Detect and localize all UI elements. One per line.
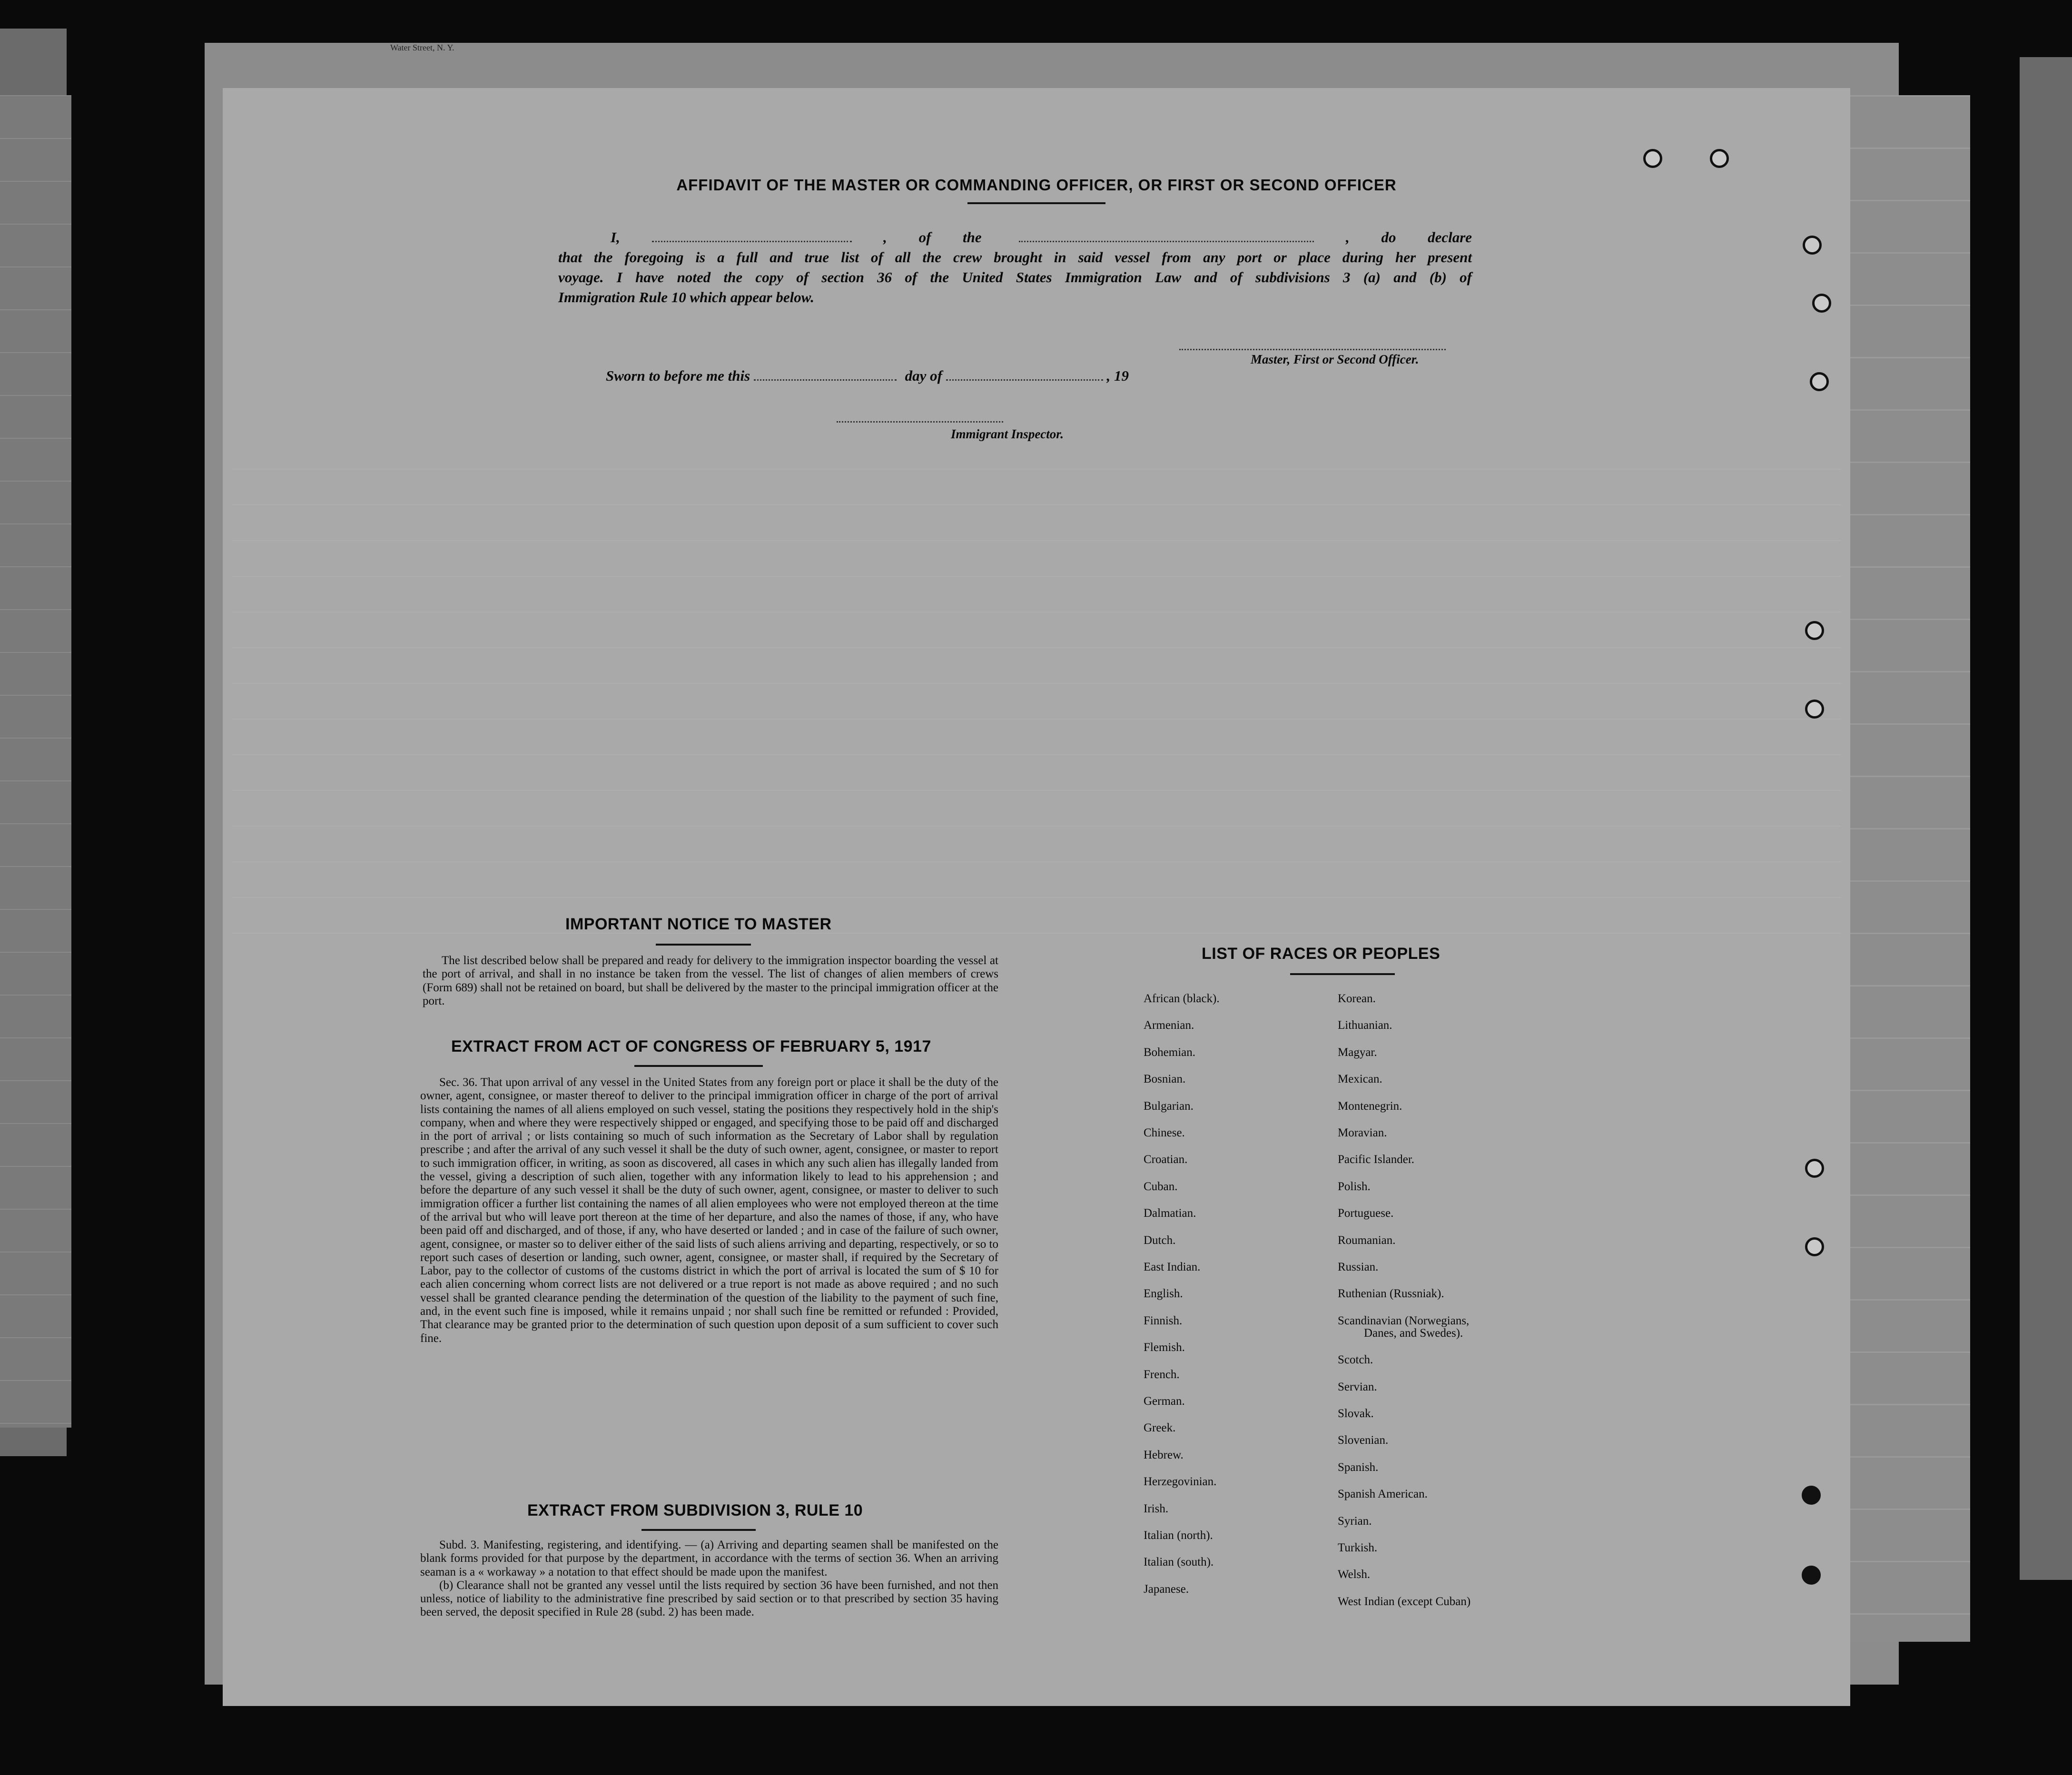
rule-text — [420, 1538, 998, 1619]
inspector-signature-label: Immigrant Inspector. — [951, 427, 1064, 441]
rule-paragraph-b: (b) Clearance shall not be granted any vessel until the lists required by section 36 have been furnished, and not then unless, notice of liability to the administrative fine prescribed by said section or to that prescribed by section 35 having been served, the deposit specified in Rule 28 (subd. 2) has been made. — [420, 1578, 998, 1619]
left-ruled-sheet — [0, 95, 71, 1428]
affidavit-of-the: , of the — [883, 229, 982, 246]
race-item: Ruthenian (Russniak). — [1338, 1287, 1444, 1301]
race-item: Welsh. — [1338, 1568, 1371, 1581]
race-item: Polish. — [1338, 1180, 1371, 1193]
sworn-prefix: Sworn to before me this — [606, 367, 750, 384]
race-item: Spanish American. — [1338, 1488, 1428, 1501]
notice-text — [423, 954, 998, 1008]
punch-hole — [1710, 149, 1729, 168]
race-item: Servian. — [1338, 1380, 1377, 1393]
race-item: Bohemian. — [1144, 1045, 1196, 1059]
punch-hole — [1805, 1237, 1824, 1256]
punch-hole — [1805, 1159, 1824, 1178]
act-rule — [634, 1065, 763, 1067]
race-item: Lithuanian. — [1338, 1019, 1392, 1032]
race-item: Finnish. — [1144, 1314, 1183, 1327]
race-item: Scotch. — [1338, 1353, 1373, 1367]
punch-hole — [1810, 372, 1829, 391]
race-item: Slovak. — [1338, 1407, 1374, 1420]
affidavit-body — [558, 227, 1472, 307]
affidavit-line-4: Immigration Rule 10 which appear below. — [558, 289, 814, 306]
race-item: African (black). — [1144, 992, 1220, 1005]
punch-hole — [1805, 700, 1824, 719]
header-fragment: Water Street, N. Y. — [390, 43, 454, 52]
act-title: EXTRACT FROM ACT OF CONGRESS OF FEBRUARY 5, 1917 — [451, 1037, 931, 1055]
race-item: Danes, and Swedes). — [1364, 1326, 1463, 1340]
race-item: German. — [1144, 1395, 1185, 1408]
race-item: Herzegovinian. — [1144, 1475, 1217, 1489]
race-item: Korean. — [1338, 992, 1376, 1005]
race-item: Dalmatian. — [1144, 1207, 1196, 1220]
affidavit-title: AFFIDAVIT OF THE MASTER OR COMMANDING OFFICER, OR FIRST OR SECOND OFFICER — [676, 176, 1397, 194]
race-item: Dutch. — [1144, 1233, 1176, 1247]
sworn-day-of: day of — [905, 367, 942, 384]
rule-paragraph-a: Subd. 3. Manifesting, registering, and identifying. — (a) Arriving and departing seamen shall be manifested on the blank forms provided for that purpose by the department, in accordance with the terms of section 36. When an arriving seaman is a « workaway » a notation to that effect should be made upon the manifest. — [420, 1538, 998, 1578]
race-item: East Indian. — [1144, 1261, 1201, 1273]
race-item: Slovenian. — [1338, 1434, 1389, 1447]
vessel-blank — [1019, 232, 1314, 242]
races-rule — [1290, 973, 1395, 975]
race-item: Hebrew. — [1144, 1448, 1184, 1461]
race-item: Cuban. — [1144, 1180, 1178, 1193]
punch-hole — [1812, 294, 1831, 313]
race-item: Turkish. — [1338, 1541, 1378, 1554]
punch-hole — [1802, 1566, 1821, 1585]
sworn-line — [606, 367, 1129, 385]
right-ledger-sheet — [1837, 95, 1970, 1642]
race-item: Mexican. — [1338, 1073, 1382, 1086]
race-item: Spanish. — [1338, 1460, 1379, 1474]
race-item: Flemish. — [1144, 1341, 1185, 1354]
races-title: LIST OF RACES OR PEOPLES — [1202, 945, 1441, 963]
punch-hole — [1643, 149, 1662, 168]
notice-paragraph: The list described below shall be prepared and ready for delivery to the immigration inspector boarding the vessel at the port of arrival, and shall in no instance be taken from the vessel. The list of changes of alien members of crews (Form 689) shall not be retained on board, but shall be delivered by the master to the principal immigration officer at the port. — [423, 954, 998, 1007]
race-item: Magyar. — [1338, 1045, 1377, 1059]
rule-title: EXTRACT FROM SUBDIVISION 3, RULE 10 — [527, 1501, 863, 1519]
master-signature-label: Master, First or Second Officer. — [1251, 352, 1419, 366]
affidavit-line-2: that the foregoing is a full and true list of all the crew brought in said vessel from any port or place during her present — [558, 249, 1472, 266]
rule-rule — [641, 1529, 756, 1531]
race-item: Bulgarian. — [1144, 1099, 1194, 1113]
race-item: Portuguese. — [1338, 1207, 1394, 1220]
race-item: French. — [1144, 1368, 1180, 1381]
race-item: Montenegrin. — [1338, 1099, 1402, 1113]
day-blank — [754, 371, 897, 381]
act-text — [420, 1076, 998, 1345]
race-item: Bosnian. — [1144, 1073, 1186, 1086]
affidavit-line-1 — [558, 227, 1472, 247]
race-item: Moravian. — [1338, 1126, 1387, 1139]
act-paragraph: Sec. 36. That upon arrival of any vessel in the United States from any foreign port or place it shall be the duty of the owner, agent, consignee, or master thereof to deliver to the principal immigration officer in charge of the port of arrival lists containing the names of all aliens employed on such vessel, stating the positions they respectively hold in the ship's company, when and where they were respectively shipped or engaged, and specifying those to be paid off and discharged in the port of arrival ; or lists containing so much of such information as the Secretary of Labor shall by regulation prescribe ; and after the arrival of any such vessel it shall be the duty of such owner, agent, consignee, or master to report to such immigration officer, in writing, as soon as discovered, all cases in which any such alien has illegally landed from the vessel, giving a description of such alien, together with any information likely to lead to his apprehension ; and before the departure of any such vessel it shall be the duty of such owner, agent, consignee, or master to deliver to such immigration officer a further list containing the names of all alien employees who were not employed thereon at the time of the arrival but who will leave port thereon at the time of her departure, and also the names of those, if any, who have been paid off and discharged, and of those, if any, who have deserted or landed ; and in case of the failure of such owner, agent, consignee, or master so to deliver either of the said lists of such aliens arriving and departing, respectively, or so to report such cases of desertion or landing, such owner, agent, consignee, or master shall, if required by the Secretary of Labor, pay to the collector of customs of the customs district in which the port of arrival is located the sum of $ 10 for each alien concerning whom correct lists are not delivered or a true report is not made as above required ; and no such vessel shall be granted clearance pending the determination of the question of the liability to the payment of such fine, and, in the event such fine is imposed, while it remains unpaid ; nor shall such fine be remitted or refunded : Provided, That clearance may be granted prior to the determination of such question upon deposit of a sum sufficient to cover such fine. — [420, 1076, 998, 1345]
race-item: Armenian. — [1144, 1019, 1194, 1032]
race-item: English. — [1144, 1287, 1183, 1301]
inspector-signature-line — [837, 421, 1003, 423]
punch-hole — [1803, 236, 1822, 255]
race-item: Pacific Islander. — [1338, 1153, 1415, 1166]
race-item: Italian (north). — [1144, 1529, 1213, 1542]
race-item: Japanese. — [1144, 1582, 1189, 1596]
punch-hole — [1805, 621, 1824, 640]
notice-title: IMPORTANT NOTICE TO MASTER — [565, 915, 832, 933]
title-rule — [967, 202, 1105, 204]
master-signature-line — [1179, 349, 1446, 350]
punch-hole — [1802, 1486, 1821, 1505]
affidavit-do-declare: , do declare — [1346, 229, 1472, 246]
race-item: Syrian. — [1338, 1514, 1372, 1528]
race-item: Russian. — [1338, 1261, 1379, 1273]
name-blank — [652, 232, 852, 242]
race-item: Greek. — [1144, 1421, 1176, 1435]
race-item: West Indian (except Cuban) — [1338, 1595, 1471, 1608]
month-blank — [946, 371, 1103, 381]
race-item: Scandinavian (Norwegians, — [1338, 1314, 1470, 1327]
affidavit-line-3: voyage. I have noted the copy of section 36 of the United States Immigration Law and of subdivisions 3 (a) and (b) of — [558, 269, 1472, 286]
race-item: Chinese. — [1144, 1126, 1185, 1139]
document-page — [223, 88, 1850, 1706]
notice-rule — [656, 944, 751, 946]
race-item: Croatian. — [1144, 1153, 1188, 1166]
sworn-year: , 19 — [1106, 367, 1129, 384]
affidavit-i-label: I, — [611, 229, 620, 246]
race-item: Roumanian. — [1338, 1233, 1396, 1247]
race-item: Irish. — [1144, 1502, 1169, 1515]
race-item: Italian (south). — [1144, 1556, 1214, 1569]
right-edge-sheet — [2020, 57, 2072, 1580]
